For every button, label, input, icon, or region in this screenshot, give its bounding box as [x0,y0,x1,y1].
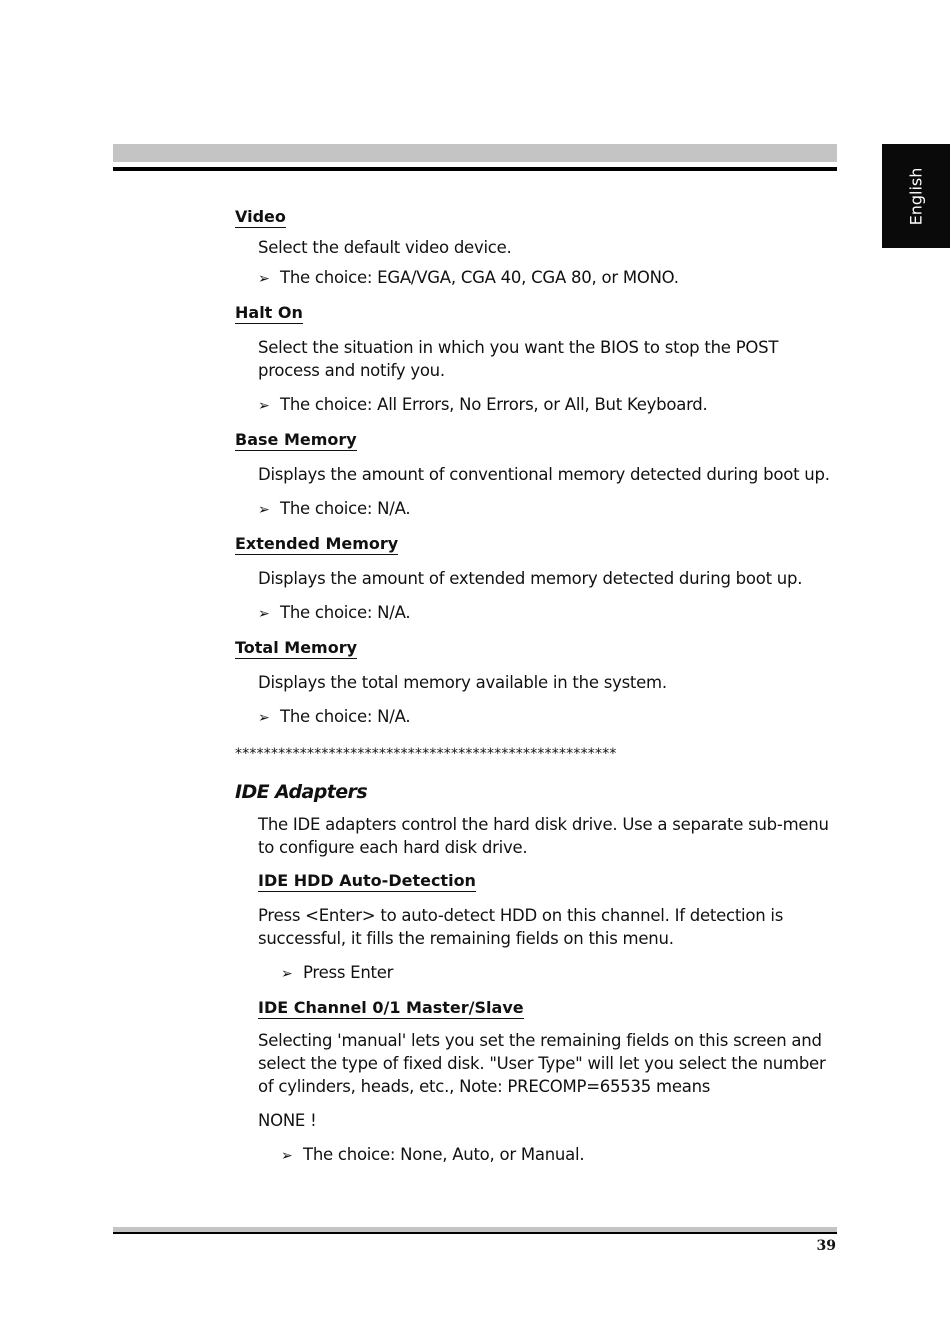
section-title-ide-adapters: IDE Adapters [235,781,368,803]
description-base-memory: Displays the amount of conventional memory detected during boot up. [258,465,830,484]
description-halt-on: Select the situation in which you want the BIOS to stop the POST process and notify you. [258,338,779,380]
section-video [235,207,840,228]
choice-base-memory [235,497,840,522]
choice-ide-hdd-auto-detection [235,961,840,986]
subsection-auto-detection [235,871,840,986]
section-extended-memory [235,534,840,555]
footer-black-rule [113,1232,837,1234]
arrow-bullet-icon: ➢ [281,1148,293,1164]
choice-base-memory-text: The choice: N/A. [280,499,411,518]
arrow-bullet-icon: ➢ [258,398,270,414]
description-ide-hdd-auto-detection: Press <Enter> to auto-detect HDD on this channel. If detection is successful, it fills the remaining fields on this menu. [258,906,784,948]
asterisk-separator: ***************************************************** [235,746,617,762]
heading-ide-hdd-auto-detection: IDE HDD Auto-Detection [258,871,476,890]
header-black-rule [113,167,837,171]
choice-extended-memory-text: The choice: N/A. [280,603,411,622]
choice-video-text: The choice: EGA/VGA, CGA 40, CGA 80, or MONO. [280,268,679,287]
choice-halt-on-text: The choice: All Errors, No Errors, or All, But Keyboard. [280,395,708,414]
heading-video: Video [235,207,286,226]
arrow-bullet-icon: ➢ [258,710,270,726]
description-ide-adapters: The IDE adapters control the hard disk drive. Use a separate sub-menu to configure each hard disk drive. [258,815,829,857]
page-content [235,207,840,1168]
heading-total-memory: Total Memory [235,638,358,657]
heading-base-memory: Base Memory [235,430,357,449]
choice-total-memory [235,705,840,730]
choice-video [235,266,840,291]
choice-extended-memory [235,601,840,626]
arrow-bullet-icon: ➢ [258,606,270,622]
choice-ide-hdd-auto-detection-text: Press Enter [303,963,394,982]
description-total-memory: Displays the total memory available in the system. [258,673,667,692]
heading-halt-on: Halt On [235,303,303,322]
subsection-channel [235,998,840,1168]
language-tab [882,144,950,248]
page-number: 39 [816,1238,836,1254]
section-halt-on [235,303,840,324]
header-gray-bar [113,144,837,162]
section-total-memory [235,638,840,659]
heading-ide-channel: IDE Channel 0/1 Master/Slave [258,998,524,1017]
language-tab-label: English [906,167,926,225]
arrow-bullet-icon: ➢ [281,966,293,982]
heading-extended-memory: Extended Memory [235,534,399,553]
arrow-bullet-icon: ➢ [258,502,270,518]
description-ide-channel: Selecting 'manual' lets you set the remaining fields on this screen and select the type of fixed disk. "User Type" will let you select the number of cylinders, heads, etc., Note: PRECOMP=65535 means [258,1031,826,1096]
arrow-bullet-icon: ➢ [258,271,270,287]
choice-total-memory-text: The choice: N/A. [280,707,411,726]
choice-ide-channel-text: The choice: None, Auto, or Manual. [303,1145,585,1164]
choice-ide-channel [235,1143,840,1168]
description-video: Select the default video device. [258,238,512,257]
note-ide-channel: NONE ! [258,1111,317,1130]
description-extended-memory: Displays the amount of extended memory detected during boot up. [258,569,803,588]
section-base-memory [235,430,840,451]
choice-halt-on [235,393,840,418]
